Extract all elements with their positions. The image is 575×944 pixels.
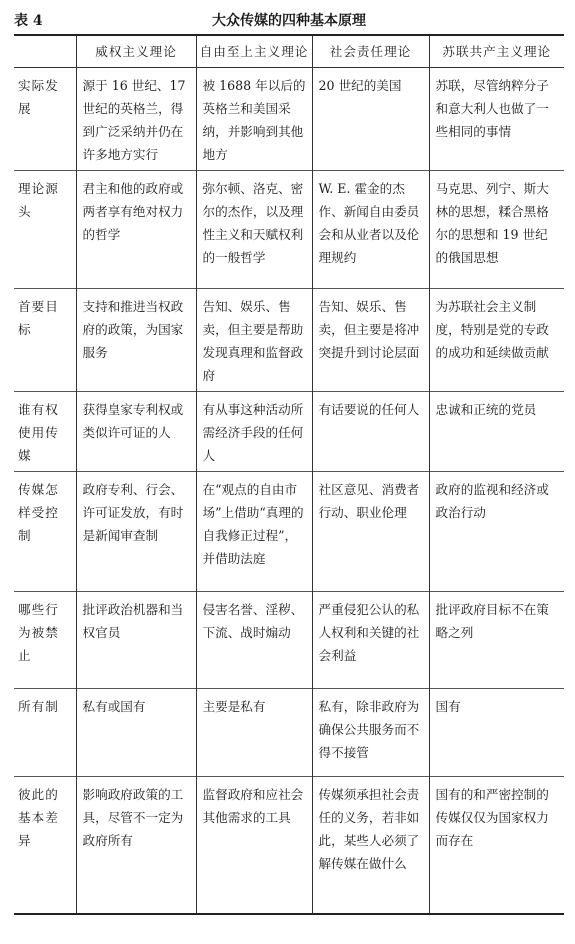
row-label: 彼此的基本差异 [14, 777, 76, 914]
row-label: 实际发展 [14, 68, 76, 171]
column-header-libertarian: 自由至上主义理论 [196, 35, 312, 68]
table-row [14, 472, 564, 592]
table-cell: 影响政府政策的工具，尽管不一定为政府所有 [76, 777, 196, 914]
table-cell: 主要是私有 [196, 689, 312, 777]
row-label: 谁有权使用传媒 [14, 392, 76, 472]
table-row [14, 392, 564, 472]
table-cell: 有从事这种活动所需经济手段的任何人 [196, 392, 312, 472]
table-cell: 国有 [429, 689, 564, 777]
table-cell: 严重侵犯公认的私人权利和关键的社会利益 [312, 592, 429, 689]
table-row [14, 289, 564, 392]
table-cell: W. E. 霍金的杰作、新闻自由委员会和从业者以及伦理规约 [312, 171, 429, 289]
table-cell: 政府专利、行会、许可证发放，有时是新闻审查制 [76, 472, 196, 592]
column-header-social-responsibility: 社会责任理论 [312, 35, 429, 68]
table-cell: 在“观点的自由市场”上借助“真理的自我修正过程”，并借助法庭 [196, 472, 312, 592]
table-caption [14, 8, 564, 32]
row-label: 理论源头 [14, 171, 76, 289]
table-cell: 获得皇家专利权或类似许可证的人 [76, 392, 196, 472]
table-cell: 源于 16 世纪、17 世纪的英格兰，得到广泛采纳并仍在许多地方实行 [76, 68, 196, 171]
table-cell: 批评政治机器和当权官员 [76, 592, 196, 689]
table-cell: 有话要说的任何人 [312, 392, 429, 472]
table-cell: 国有的和严密控制的传媒仅仅为国家权力而存在 [429, 777, 564, 914]
table-row [14, 68, 564, 171]
table-cell: 马克思、列宁、斯大林的思想，糅合黑格尔的思想和 19 世纪的俄国思想 [429, 171, 564, 289]
table-row [14, 689, 564, 777]
corner-header [14, 35, 76, 68]
table-cell: 被 1688 年以后的英格兰和美国采纳，并影响到其他地方 [196, 68, 312, 171]
table-row [14, 592, 564, 689]
column-header-soviet-communist: 苏联共产主义理论 [429, 35, 564, 68]
table-cell: 传媒须承担社会责任的义务，若非如此，某些人必须了解传媒在做什么 [312, 777, 429, 914]
table-cell: 告知、娱乐、售卖，但主要是帮助发现真理和监督政府 [196, 289, 312, 392]
table-cell: 私有或国有 [76, 689, 196, 777]
table-cell: 20 世纪的美国 [312, 68, 429, 171]
table-cell: 告知、娱乐、售卖，但主要是将冲突提升到讨论层面 [312, 289, 429, 392]
table-header-row [14, 35, 564, 68]
table-row [14, 777, 564, 914]
row-label: 哪些行为被禁止 [14, 592, 76, 689]
table-cell: 侵害名誉、淫秽、下流、战时煽动 [196, 592, 312, 689]
table-cell: 弥尔顿、洛克、密尔的杰作，以及理性主义和天赋权利的一般哲学 [196, 171, 312, 289]
table-cell: 忠诚和正统的党员 [429, 392, 564, 472]
comparison-table [14, 34, 564, 915]
row-label: 传媒怎样受控制 [14, 472, 76, 592]
table-number: 表 4 [14, 13, 43, 29]
table-cell: 政府的监视和经济或政治行动 [429, 472, 564, 592]
table-cell: 为苏联社会主义制度，特别是党的专政的成功和延续做贡献 [429, 289, 564, 392]
table-title: 大众传媒的四种基本原理 [212, 13, 366, 29]
table-cell: 批评政府目标不在策略之列 [429, 592, 564, 689]
row-label: 所有制 [14, 689, 76, 777]
table-cell: 社区意见、消费者行动、职业伦理 [312, 472, 429, 592]
column-header-authoritarian: 威权主义理论 [76, 35, 196, 68]
table-cell: 苏联，尽管纳粹分子和意大利人也做了一些相同的事情 [429, 68, 564, 171]
row-label: 首要目标 [14, 289, 76, 392]
table-cell: 监督政府和应社会其他需求的工具 [196, 777, 312, 914]
table-row [14, 171, 564, 289]
table-cell: 君主和他的政府或两者享有绝对权力的哲学 [76, 171, 196, 289]
table-cell: 支持和推进当权政府的政策，为国家服务 [76, 289, 196, 392]
table-cell: 私有，除非政府为确保公共服务而不得不接管 [312, 689, 429, 777]
